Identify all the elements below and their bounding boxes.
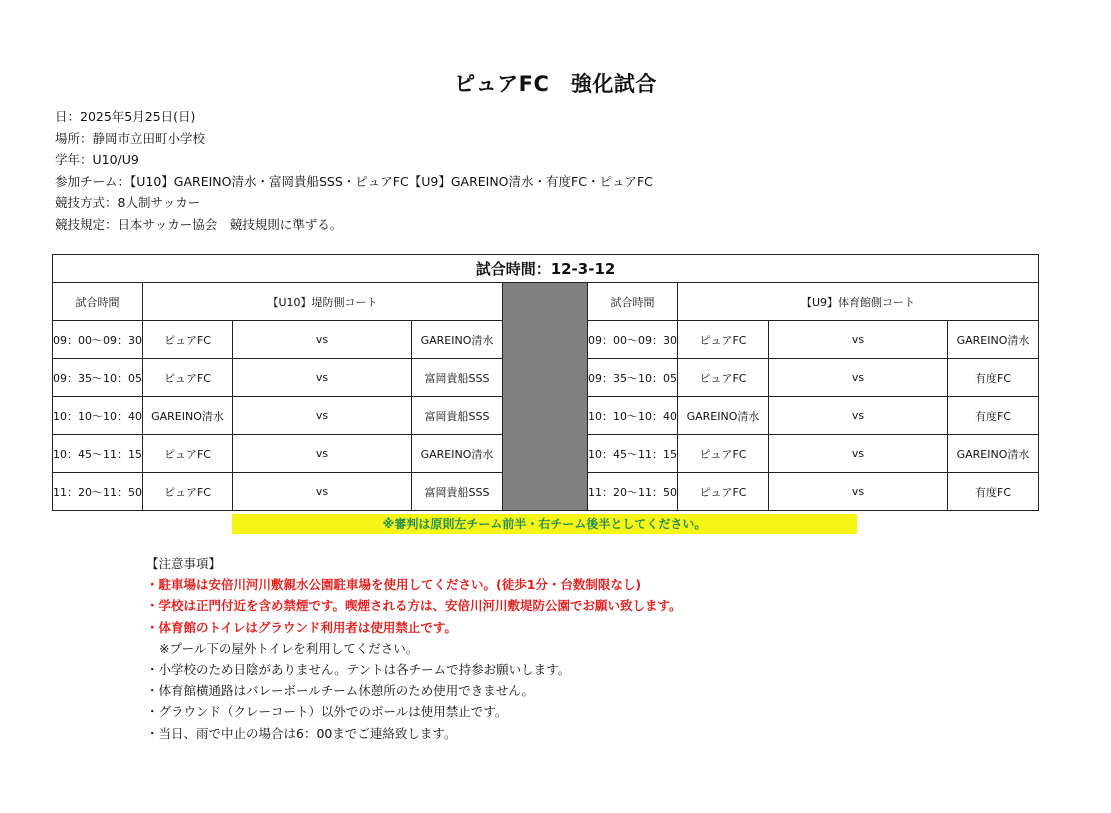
info-rules: 競技規定：日本サッカー協会 競技規則に準ずる。 <box>55 216 343 232</box>
u10-time: 11：20～11：50 <box>53 473 143 511</box>
page-title: ピュアFC 強化試合 <box>454 72 657 96</box>
u9-home-team: ピュアFC <box>678 473 769 511</box>
note-ball: ・グラウンド（クレーコート）以外でのボールは使用禁止です。 <box>146 704 508 720</box>
u9-away-team: 有度FC <box>948 473 1039 511</box>
u10-vs: vs <box>233 359 412 397</box>
u9-home-team: GAREINO清水 <box>678 397 769 435</box>
u9-away-team: 有度FC <box>948 359 1039 397</box>
note-toilet-sub: ※プール下の屋外トイレを利用してください。 <box>159 640 419 656</box>
u10-time: 09：00～09：30 <box>53 321 143 359</box>
u10-home-team: ピュアFC <box>143 321 233 359</box>
info-grade: 学年：U10/U9 <box>55 152 139 167</box>
note-smoking: ・学校は正門付近を含め禁煙です。喫煙される方は、安倍川河川敷堤防公園でお願い致します。 <box>146 598 682 614</box>
u9-home-team: ピュアFC <box>678 435 769 473</box>
notes-section <box>146 553 682 744</box>
u10-away-team: GAREINO清水 <box>412 435 503 473</box>
u9-vs: vs <box>769 473 948 511</box>
u10-time-header: 試合時間 <box>53 283 143 321</box>
u9-away-team: GAREINO清水 <box>948 321 1039 359</box>
u10-court-header: 【U10】堤防側コート <box>143 283 503 321</box>
info-venue: 場所：静岡市立田町小学校 <box>55 130 206 146</box>
u9-vs: vs <box>769 435 948 473</box>
event-info <box>55 106 653 235</box>
u10-home-team: ピュアFC <box>143 359 233 397</box>
u9-away-team: GAREINO清水 <box>948 435 1039 473</box>
schedule-title: 試合時間：12-3-12 <box>53 255 1039 283</box>
note-rain: ・当日、雨で中止の場合は6：00までご連絡致します。 <box>146 725 457 741</box>
u9-vs: vs <box>769 359 948 397</box>
u10-vs: vs <box>233 473 412 511</box>
u10-home-team: GAREINO清水 <box>143 397 233 435</box>
notes-heading: 【注意事項】 <box>146 556 222 571</box>
u9-vs: vs <box>769 321 948 359</box>
info-format: 競技方式：8人制サッカー <box>55 195 201 210</box>
note-toilet: ・体育館のトイレはグラウンド利用者は使用禁止です。 <box>146 619 457 635</box>
u10-vs: vs <box>233 435 412 473</box>
u9-time: 11：20～11：50 <box>588 473 678 511</box>
u9-time: 09：35～10：05 <box>588 359 678 397</box>
u9-time: 09：00～09：30 <box>588 321 678 359</box>
note-shade: ・小学校のため日陰がありません。テントは各チームで持参お願いします。 <box>146 662 571 678</box>
u9-time: 10：45～11：15 <box>588 435 678 473</box>
u9-time-header: 試合時間 <box>588 283 678 321</box>
u9-away-team: 有度FC <box>948 397 1039 435</box>
u10-home-team: ピュアFC <box>143 435 233 473</box>
u10-vs: vs <box>233 321 412 359</box>
u10-away-team: 富岡貴船SSS <box>412 473 503 511</box>
u9-vs: vs <box>769 397 948 435</box>
referee-note: ※審判は原則左チーム前半・右チーム後半としてください。 <box>232 514 857 534</box>
note-parking: ・駐車場は安倍川河川敷親水公園駐車場を使用してください。(徒歩1分・台数制限なし) <box>146 577 642 593</box>
u10-home-team: ピュアFC <box>143 473 233 511</box>
u10-time: 10：10～10：40 <box>53 397 143 435</box>
u10-time: 09：35～10：05 <box>53 359 143 397</box>
u10-away-team: 富岡貴船SSS <box>412 397 503 435</box>
u10-away-team: 富岡貴船SSS <box>412 359 503 397</box>
u9-time: 10：10～10：40 <box>588 397 678 435</box>
info-date: 日：2025年5月25日(日) <box>55 109 196 124</box>
info-teams: 参加チーム：【U10】GAREINO清水・富岡貴船SSS・ピュアFC【U9】GAREINO清水・有度FC・ピュアFC <box>55 173 653 189</box>
schedule-table <box>52 254 1039 511</box>
u10-vs: vs <box>233 397 412 435</box>
u10-time: 10：45～11：15 <box>53 435 143 473</box>
u9-home-team: ピュアFC <box>678 321 769 359</box>
court-divider <box>503 283 588 511</box>
u10-away-team: GAREINO清水 <box>412 321 503 359</box>
note-passage: ・体育館横通路はバレーボールチーム休憩所のため使用できません。 <box>146 683 535 699</box>
u9-home-team: ピュアFC <box>678 359 769 397</box>
u9-court-header: 【U9】体育館側コート <box>678 283 1039 321</box>
